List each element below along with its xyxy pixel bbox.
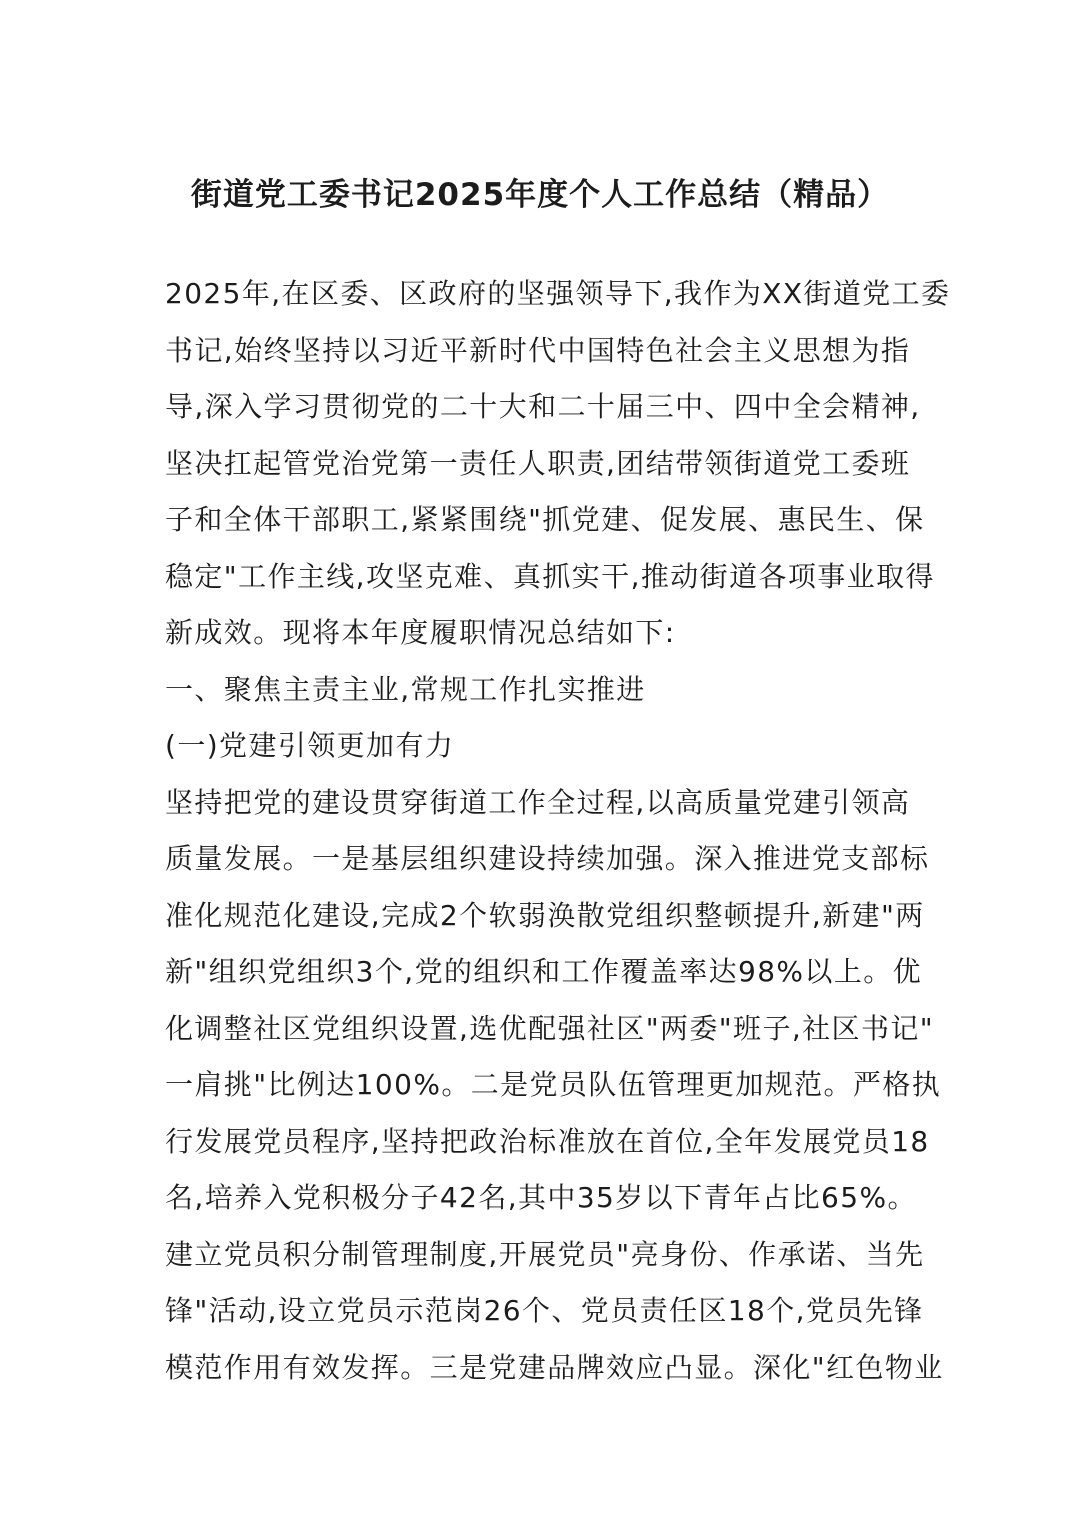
document-body [165,266,951,1396]
text-line: 质量发展。一是基层组织建设持续加强。深入推进党支部标 [165,842,930,875]
text-line: 新成效。现将本年度履职情况总结如下: [165,616,676,649]
text-line: 新"组织党组织3个,党的组织和工作覆盖率达98%以上。优 [165,955,923,988]
subsection-heading: (一)党建引领更加有力 [165,729,455,762]
text-line: 模范作用有效发挥。三是党建品牌效应凸显。深化"红色物业 [165,1350,944,1384]
text-line: 2025年,在区委、区政府的坚强领导下,我作为XX街道党工委 [165,277,951,310]
text-line: 化调整社区党组织设置,选优配强社区"两委"班子,社区书记" [165,1011,935,1045]
text-line: 准化规范化建设,完成2个软弱涣散党组织整顿提升,新建"两 [165,898,925,932]
text-line: 行发展党员程序,坚持把政治标准放在首位,全年发展党员18 [165,1124,930,1158]
text-line: 一肩挑"比例达100%。二是党员队伍管理更加规范。严格执 [165,1068,942,1101]
text-line: 子和全体干部职工,紧紧围绕"抓党建、促发展、惠民生、保 [165,503,925,536]
text-line: 锋"活动,设立党员示范岗26个、党员责任区18个,党员先锋 [165,1294,924,1327]
document-title: 街道党工委书记2025年度个人工作总结（精品） [190,177,890,213]
section-heading: 一、聚焦主责主业,常规工作扎实推进 [165,672,646,706]
text-line: 导,深入学习贯彻党的二十大和二十届三中、四中全会精神, [165,390,921,423]
text-line: 坚决扛起管党治党第一责任人职责,团结带领街道党工委班 [165,446,911,480]
text-line: 稳定"工作主线,攻坚克难、真抓实干,推动街道各项事业取得 [165,559,935,593]
text-line: 名,培养入党积极分子42名,其中35岁以下青年占比65%。 [165,1181,917,1214]
text-line: 坚持把党的建设贯穿街道工作全过程,以高质量党建引领高 [165,785,911,819]
text-line: 建立党员积分制管理制度,开展党员"亮身份、作承诺、当先 [165,1237,925,1271]
text-line: 书记,始终坚持以习近平新时代中国特色社会主义思想为指 [165,333,911,367]
